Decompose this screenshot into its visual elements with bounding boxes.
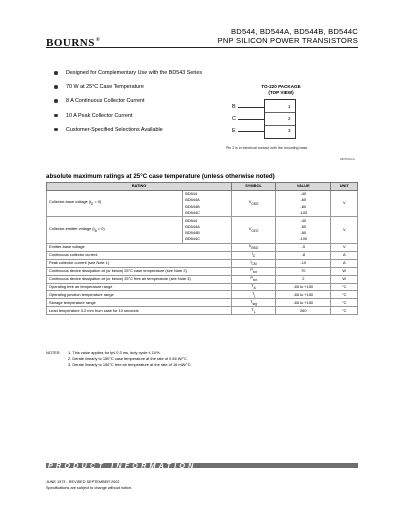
product-information-label: PRODUCT INFORMATION (48, 461, 197, 470)
device-description-title: PNP SILICON POWER TRANSISTORS (217, 36, 358, 45)
value-cell: -8 (276, 251, 331, 259)
notes-block (46, 350, 192, 368)
unit-cell: V (331, 243, 358, 251)
pin-label-b: B (232, 104, 236, 110)
pin-label-c: C (232, 116, 236, 122)
rating-cell: Storage temperature range (47, 299, 232, 307)
header-rating: RATING (47, 183, 232, 191)
unit-cell: °C (331, 291, 358, 299)
package-divider (265, 125, 295, 126)
unit-cell: A (331, 251, 358, 259)
unit-cell: °C (331, 307, 358, 315)
header-symbol: SYMBOL (232, 183, 276, 191)
rating-cell: Continuous device dissipation at (or below) 25°C free air temperature (see Note 3) (47, 275, 232, 283)
value-cell: 2 (276, 275, 331, 283)
symbol-cell: $P_{tot}$ (232, 267, 276, 275)
unit-cell: V (331, 190, 358, 216)
feature-item: 10 A Peak Collector Current (54, 113, 202, 119)
pin-label-e: E (232, 128, 236, 134)
notes-label: NOTES: (46, 350, 61, 355)
note-item: 2. Derate linearly to 150°C case temperature at the rate of 0.56 W/°C. (68, 356, 188, 361)
symbol-cell: $T_j$ (232, 291, 276, 299)
package-view: (TOP VIEW) (268, 90, 294, 95)
unit-cell: A (331, 259, 358, 267)
revision-date: JUNE 1973 - REVISED SEPTEMBER 2002 (46, 480, 120, 484)
note-item: 3. Derate linearly to 150°C free air temperature at the rate of 16 mW/°C. (68, 362, 192, 367)
pin-lead (238, 131, 264, 132)
symbol-cell: $V_{CEO}$ (232, 217, 276, 243)
table-row (47, 307, 358, 315)
package-divider (265, 112, 295, 113)
part-numbers-title: BD544, BD544A, BD544B, BD544C (231, 27, 358, 36)
unit-cell: °C (331, 283, 358, 291)
value-cell: -65 to +150 (276, 283, 331, 291)
package-title (246, 84, 316, 96)
header-value: VALUE (276, 183, 331, 191)
table-row (47, 267, 358, 275)
table-row (47, 299, 358, 307)
symbol-cell: $I_C$ (232, 251, 276, 259)
symbol-cell: $P_{tot}$ (232, 275, 276, 283)
package-name: TO-220 PACKAGE (261, 84, 301, 89)
value-cell: -65 to +150 (276, 299, 331, 307)
symbol-cell: $T_A$ (232, 283, 276, 291)
disclaimer: Specifications are subject to change without notice. (46, 485, 133, 490)
pin-number-1: 1 (288, 104, 291, 109)
unit-cell: W (331, 275, 358, 283)
rating-cell: Continuous device dissipation at (or below) 25°C case temperature (see Note 2) (47, 267, 232, 275)
header-rule (46, 47, 358, 48)
bourns-logo: BOURNS® (46, 37, 101, 49)
revision-info (46, 480, 132, 491)
unit-cell: W (331, 267, 358, 275)
device-cell: BD544 BD544A BD544B BD544C (183, 217, 232, 243)
feature-item: Designed for Complementary Use with the BD543 Series (54, 70, 202, 76)
feature-list (54, 70, 202, 141)
symbol-cell: $V_{EBO}$ (232, 243, 276, 251)
rating-cell: Collector-base voltage $(I_E = 0)$ (47, 190, 183, 216)
rating-cell: Peak collector current (see Note 1) (47, 259, 232, 267)
rating-cell: Continuous collector current (47, 251, 232, 259)
rating-cell: Operating free air temperature range (47, 283, 232, 291)
table-row (47, 243, 358, 251)
table-row (47, 190, 358, 216)
symbol-cell: $T_{stg}$ (232, 299, 276, 307)
table-row (47, 217, 358, 243)
value-cell: -10 (276, 259, 331, 267)
feature-item: 70 W at 25°C Case Temperature (54, 84, 202, 90)
table-row (47, 291, 358, 299)
unit-cell: °C (331, 299, 358, 307)
rating-cell: Operating junction temperature range (47, 291, 232, 299)
pin-lead (238, 119, 264, 120)
feature-item: Customer-Specified Selections Available (54, 127, 202, 133)
value-cell: 260 (276, 307, 331, 315)
value-cell: -65 to +150 (276, 291, 331, 299)
feature-item: 8 A Continuous Collector Current (54, 98, 202, 104)
pin-lead (238, 107, 264, 108)
symbol-cell: $T_L$ (232, 307, 276, 315)
symbol-cell: $I_{CM}$ (232, 259, 276, 267)
pin-note: Pin 2 is in electrical contact with the mounting base. (226, 146, 309, 150)
pin-number-2: 2 (288, 116, 291, 121)
drawing-code: MDTRACA (340, 157, 355, 161)
ratings-header-row (47, 183, 358, 191)
package-outline (264, 99, 296, 139)
symbol-cell: $V_{CBO}$ (232, 190, 276, 216)
rating-cell: Collector-emitter voltage $(I_B = 0)$ (47, 217, 183, 243)
note-item: NOTES: 1. This value applies for t p ≤ 0.3 ms, duty cycle ≤ 10%. (46, 350, 161, 355)
table-row (47, 259, 358, 267)
rating-cell: Lead temperature 3.2 mm from case for 10 seconds (47, 307, 232, 315)
value-cell: 70 (276, 267, 331, 275)
header-unit: UNIT (331, 183, 358, 191)
value-cell: -40 -60 -80 -100 (276, 190, 331, 216)
table-row (47, 251, 358, 259)
ratings-table (46, 182, 358, 315)
unit-cell: V (331, 217, 358, 243)
pin-number-3: 3 (288, 128, 291, 133)
device-cell: BD544 BD544A BD544B BD544C (183, 190, 232, 216)
value-cell: -5 (276, 243, 331, 251)
table-row (47, 275, 358, 283)
table-row (47, 283, 358, 291)
rating-cell: Emitter-base voltage (47, 243, 232, 251)
value-cell: -40 -60 -80 -100 (276, 217, 331, 243)
ratings-section-title: absolute maximum ratings at 25°C case temperature (unless otherwise noted) (46, 173, 275, 180)
